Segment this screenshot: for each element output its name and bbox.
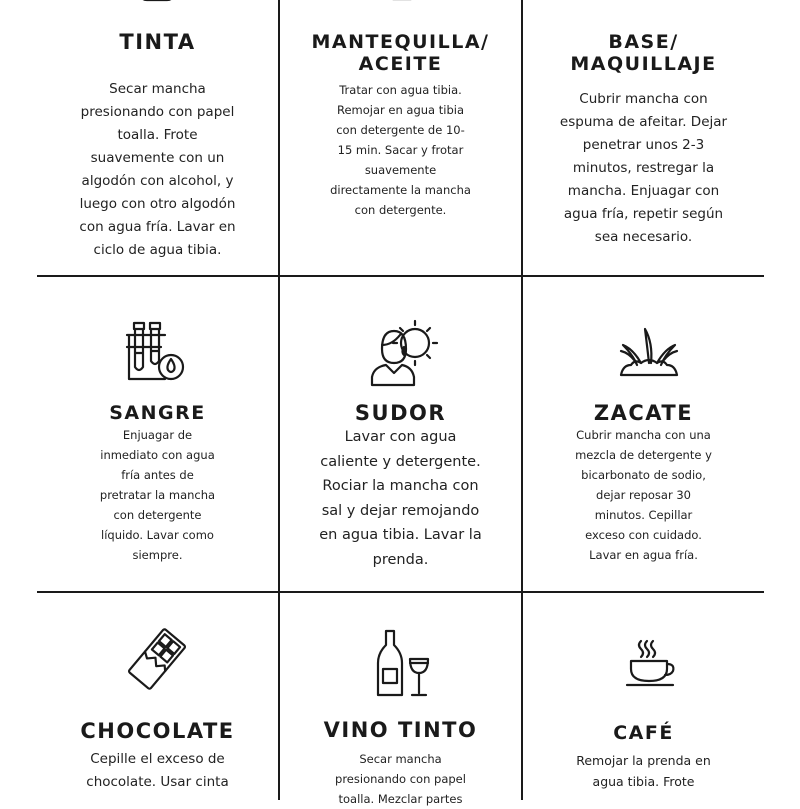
- stain-title: VINO TINTO: [323, 718, 478, 742]
- stain-instructions: Cubrir mancha con espuma de afeitar. Dejar penetrar unos 2-3 minutos, restregar la mancha. Enjuagar con agua fría, repetir según sea necesario.: [559, 91, 728, 245]
- stain-instructions: Lavar con agua caliente y detergente. Rociar la mancha con sal y dejar remojando en agua tibia. Lavar la prenda.: [319, 429, 482, 568]
- butter-icon: [384, 0, 420, 6]
- stain-instructions: Cubrir mancha con una mezcla de detergente y bicarbonato de sodio, dejar reposar 30 minutos. Cepillar exceso con cuidado. Lavar en agua fría.: [575, 428, 712, 562]
- chocolate-bar-icon: [129, 631, 185, 687]
- blood-test-tubes-icon: [125, 321, 187, 383]
- stain-title: ZACATE: [593, 401, 694, 425]
- sweating-person-sun-icon: [370, 319, 440, 387]
- stain-card-cafe: [523, 593, 764, 800]
- stain-title: SANGRE: [109, 402, 206, 424]
- stain-card-base-maquillaje: [523, 0, 764, 275]
- stain-card-sudor: [280, 277, 521, 591]
- stain-instructions: Cepille el exceso de chocolate. Usar cinta: [86, 751, 229, 790]
- stain-title: CAFÉ: [613, 722, 674, 744]
- stain-instructions: Enjuagar de inmediato con agua fría antes de pretratar la mancha con detergente líquido. Lavar como siempre.: [99, 428, 216, 562]
- ink-bottle-icon: [139, 0, 175, 6]
- stain-card-chocolate: [37, 593, 278, 800]
- stain-title: SUDOR: [354, 401, 447, 425]
- wine-bottle-glass-icon: [376, 629, 432, 697]
- stain-instructions: Secar mancha presionando con papel toalla. Frote suavemente con un algodón con alcohol, y luego con otro algodón con agua fría. Lavar en ciclo de agua tibia.: [79, 81, 236, 258]
- stain-instructions: Secar mancha presionando con papel toalla. Mezclar partes: [335, 752, 466, 806]
- coffee-cup-icon: [625, 639, 677, 687]
- stain-card-tinta: [37, 0, 278, 275]
- stain-title: CHOCOLATE: [80, 719, 235, 743]
- stain-card-mantequilla-aceite: [280, 0, 521, 275]
- stain-card-vino-tinto: [280, 593, 521, 806]
- stain-instructions: Remojar la prenda en agua tibia. Frote: [576, 753, 711, 789]
- stain-card-zacate: [523, 277, 764, 591]
- stain-instructions: Tratar con agua tibia. Remojar en agua tibia con detergente de 10-15 min. Sacar y frotar suavemente directamente la mancha con detergente.: [330, 83, 471, 217]
- makeup-icon: [631, 0, 661, 6]
- stain-title: TINTA: [119, 30, 196, 54]
- stain-card-sangre: [37, 277, 278, 591]
- grass-icon: [619, 327, 679, 377]
- stain-title: MANTEQUILLA/ ACEITE: [311, 31, 490, 75]
- stain-title: BASE/ MAQUILLAJE: [570, 31, 717, 75]
